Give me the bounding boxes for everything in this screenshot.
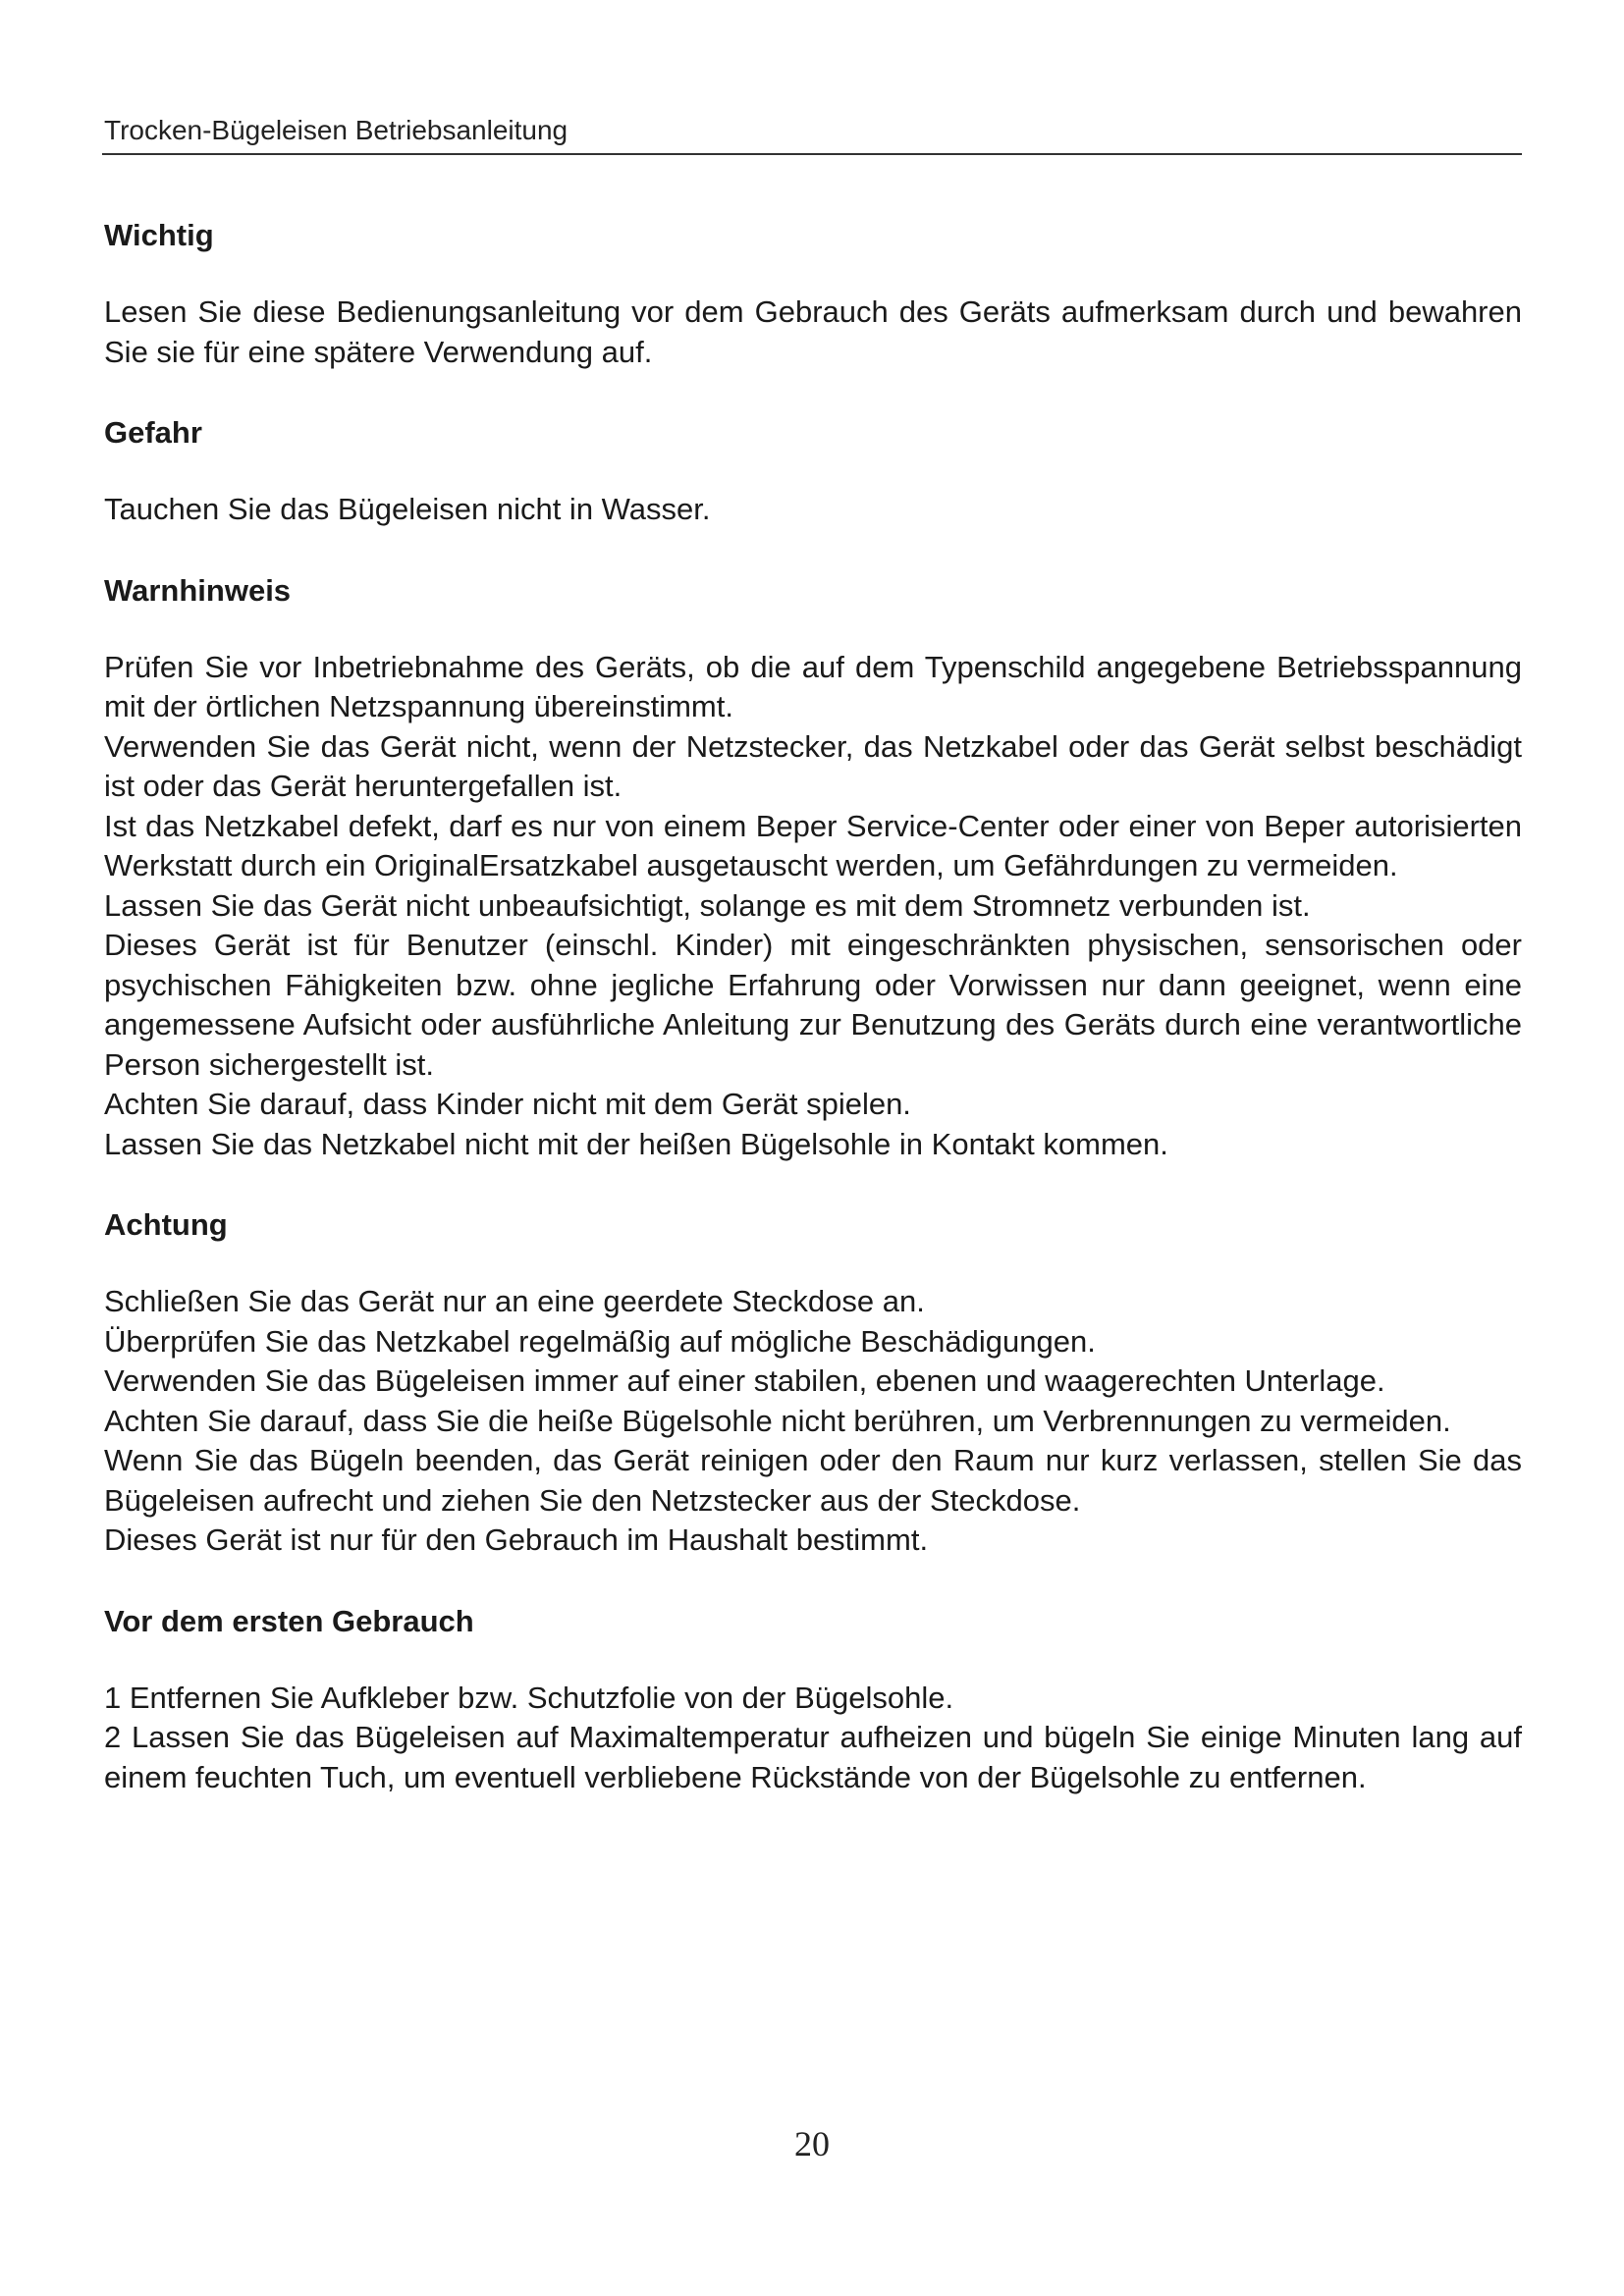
paragraph: Achten Sie darauf, dass Sie die heiße Bügelsohle nicht berühren, um Verbrennungen zu vermeiden. — [104, 1403, 1451, 1438]
paragraph: Schließen Sie das Gerät nur an eine geerdete Steckdose an. — [104, 1284, 925, 1318]
paragraph: 2 Lassen Sie das Bügeleisen auf Maximaltemperatur aufheizen und bügeln Sie einige Minuten lang auf einem feuchten Tuch, um eventuell verbliebene Rückstände von der Bügelsohle zu entfernen. — [104, 1720, 1522, 1794]
paragraph: Achten Sie darauf, dass Kinder nicht mit dem Gerät spielen. — [104, 1087, 911, 1121]
paragraph: 1 Entfernen Sie Aufkleber bzw. Schutzfolie von der Bügelsohle. — [104, 1680, 954, 1715]
section-heading: Wichtig — [104, 218, 214, 252]
paragraph: Lassen Sie das Netzkabel nicht mit der heißen Bügelsohle in Kontakt kommen. — [104, 1126, 1168, 1161]
section-achtung — [104, 1205, 1522, 1561]
paragraph: Lassen Sie das Gerät nicht unbeaufsichtigt, solange es mit dem Stromnetz verbunden ist. — [104, 887, 1311, 923]
section-vor-dem-ersten-gebrauch — [104, 1602, 1522, 1798]
page-content — [104, 216, 1522, 1839]
paragraph: Wenn Sie das Bügeln beenden, das Gerät reinigen oder den Raum nur kurz verlassen, stellen Sie das Bügeleisen aufrecht und ziehen Sie den Netzstecker aus der Steckdose. — [104, 1443, 1522, 1518]
section-wichtig — [104, 216, 1522, 372]
section-warnhinweis — [104, 571, 1522, 1165]
section-heading: Warnhinweis — [104, 572, 292, 608]
paragraph: Ist das Netzkabel defekt, darf es nur von einem Beper Service-Center oder einer von Beper autorisierten Werkstatt durch ein OriginalErsatzkabel ausgetauscht werden, um Gefährdungen zu vermeiden. — [104, 808, 1522, 882]
page-number: 20 — [794, 2124, 830, 2163]
running-header: Trocken-Bügeleisen Betriebsanleitung — [104, 115, 568, 145]
paragraph: Prüfen Sie vor Inbetriebnahme des Geräts, ob die auf dem Typenschild angegebene Betriebsspannung mit der örtlichen Netzspannung übereinstimmt. — [104, 649, 1522, 723]
header-rule — [102, 153, 1522, 155]
section-heading: Achtung — [104, 1207, 228, 1242]
section-gefahr — [104, 413, 1522, 530]
paragraph: Überprüfen Sie das Netzkabel regelmäßig auf mögliche Beschädigungen. — [104, 1323, 1096, 1359]
paragraph: Verwenden Sie das Bügeleisen immer auf einer stabilen, ebenen und waagerechten Unterlage. — [104, 1363, 1385, 1398]
section-heading: Vor dem ersten Gebrauch — [104, 1603, 474, 1638]
section-heading: Gefahr — [104, 415, 202, 450]
paragraph: Verwenden Sie das Gerät nicht, wenn der Netzstecker, das Netzkabel oder das Gerät selbst beschädigt ist oder das Gerät heruntergefallen ist. — [104, 728, 1522, 803]
paragraph: Tauchen Sie das Bügeleisen nicht in Wasser. — [104, 492, 711, 526]
paragraph: Dieses Gerät ist für Benutzer (einschl. Kinder) mit eingeschränkten physischen, sensorischen oder psychischen Fähigkeiten bzw. ohne jegliche Erfahrung oder Vorwissen nur dann geeignet, wenn eine angemessene Aufsicht oder ausführliche Anleitung zur Benutzung des Geräts durch eine verantwortliche Person sichergestellt ist. — [104, 928, 1522, 1082]
paragraph: Dieses Gerät ist nur für den Gebrauch im Haushalt bestimmt. — [104, 1522, 929, 1557]
paragraph: Lesen Sie diese Bedienungsanleitung vor dem Gebrauch des Geräts aufmerksam durch und bewahren Sie sie für eine spätere Verwendung auf. — [104, 294, 1522, 369]
